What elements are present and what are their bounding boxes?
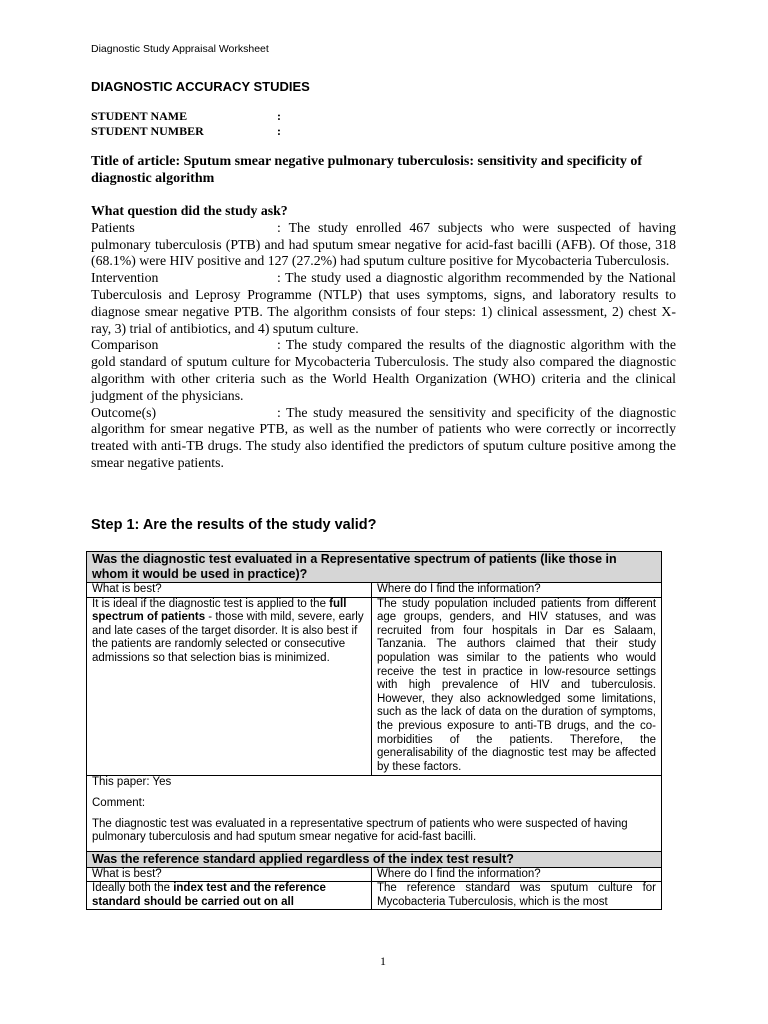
pico-outcome — [91, 405, 676, 472]
column-header-row — [87, 583, 662, 598]
student-number-colon: : — [277, 124, 281, 138]
pico-patients — [91, 220, 676, 270]
column-header-row-2 — [87, 867, 662, 882]
best-text-bold: full spectrum of patients — [92, 597, 347, 624]
comparison-label: Comparison — [91, 337, 159, 353]
what-is-best-header: What is best? — [87, 583, 372, 598]
intervention-label: Intervention — [91, 270, 159, 286]
best-text-pre: It is ideal if the diagnostic test is applied to the — [92, 597, 330, 610]
best-text-pre-2: Ideally both the — [92, 882, 174, 895]
patients-label: Patients — [91, 219, 135, 235]
comment-row-representative-spectrum — [87, 776, 662, 851]
answer-row-reference-standard — [87, 882, 662, 910]
patients-text: : The study enrolled 467 subjects who were suspected of having pulmonary tuberculosis (PTB) and had sputum smear negative for acid-fast bacilli (AFB). Of those, 318 (68.1%) were HIV positive and 127 (27.2%) had sputum culture positive for Mycobacteria Tuberculosis. — [91, 219, 676, 269]
where-cell-representative: The study population included patients from different age groups, genders, and HIV statuses, and was recruited from four hospitals in Dar es Salaam, Tanzania. The authors claimed that their study population was similar to the patients who would receive the test in practice in low-resource settings with high prevalence of HIV and tuberculosis. However, they also acknowledged some limitations, such as the lack of data on the duration of symptoms, the previous exposure to anti-TB drugs, and the co-morbidities of the patients. Therefore, the generalisability of the diagnostic test may be affected by these factors. — [372, 597, 662, 776]
step1-heading: Step 1: Are the results of the study valid? — [91, 517, 377, 533]
student-number-row — [91, 124, 281, 139]
question-reference-standard: Was the reference standard applied regardless of the index test result? — [87, 851, 662, 867]
question-representative-spectrum: Was the diagnostic test evaluated in a Representative spectrum of patients (like those in whom it would be used in practice)? — [87, 552, 662, 583]
pico-comparison — [91, 337, 676, 404]
where-find-header: Where do I find the information? — [372, 583, 662, 598]
what-is-best-header-2: What is best? — [87, 867, 372, 882]
page-number: 1 — [380, 954, 386, 968]
comparison-text: : The study compared the results of the diagnostic algorithm with the gold standard of sputum culture for Mycobacteria Tuberculosis. The study also compared the diagnostic algorithm with other criteria such as the World Health Organization (WHO) criteria and the clinical judgment of the physicians. — [91, 337, 676, 403]
running-header: Diagnostic Study Appraisal Worksheet — [91, 43, 269, 55]
best-text-bold-2: index test and the reference standard should be carried out on all — [92, 882, 326, 908]
outcome-text: : The study measured the sensitivity and specificity of the diagnostic algorithm for smear negative PTB, as well as the number of patients who were correctly or incorrectly treated with anti-TB drugs. The study also identified the predictors of sputum culture positive among the smear negative patients. — [91, 404, 676, 470]
question-row-reference-standard — [87, 851, 662, 867]
outcome-label: Outcome(s) — [91, 404, 157, 420]
best-cell-representative — [87, 597, 372, 776]
student-number-label: STUDENT NUMBER — [91, 124, 204, 138]
pico-section — [91, 203, 676, 472]
question-heading: What question did the study ask? — [91, 203, 288, 218]
comment-label: Comment: — [92, 796, 146, 809]
answer-row-representative-spectrum — [87, 597, 662, 776]
student-name-label: STUDENT NAME — [91, 109, 188, 123]
student-name-colon: : — [277, 109, 281, 123]
appraisal-table — [86, 551, 662, 910]
where-find-header-2: Where do I find the information? — [372, 867, 662, 882]
pico-intervention — [91, 270, 676, 337]
best-text-post: - those with mild, severe, early and late cases of the target disorder. It is also best if the patients are randomly selected or consecutive admissions so that selection bias is minimized. — [92, 611, 364, 664]
comment-cell-representative — [87, 776, 662, 851]
this-paper-answer: This paper: Yes — [92, 776, 172, 789]
best-cell-reference — [87, 882, 372, 910]
student-name-row — [91, 109, 281, 124]
question-row-representative-spectrum — [87, 552, 662, 583]
article-title: Title of article: Sputum smear negative pulmonary tuberculosis: sensitivity and specificity of diagnostic algorithm — [91, 154, 643, 186]
intervention-text: : The study used a diagnostic algorithm recommended by the National Tuberculosis and Leprosy Programme (NTLP) that uses symptoms, signs, and laboratory results to diagnose smear negative PTB. The algorithm consists of four steps: 1) clinical assessment, 2) chest X-ray, 3) trial of antibiotics, and 4) sputum culture. — [91, 270, 676, 336]
document-heading: DIAGNOSTIC ACCURACY STUDIES — [91, 79, 310, 94]
where-cell-reference: The reference standard was sputum culture for Mycobacteria Tuberculosis, which is the most — [372, 882, 662, 910]
comment-text: The diagnostic test was evaluated in a representative spectrum of patients who were suspected of having pulmonary tuberculosis and had sputum smear negative for acid-fast bacilli. — [92, 817, 628, 844]
